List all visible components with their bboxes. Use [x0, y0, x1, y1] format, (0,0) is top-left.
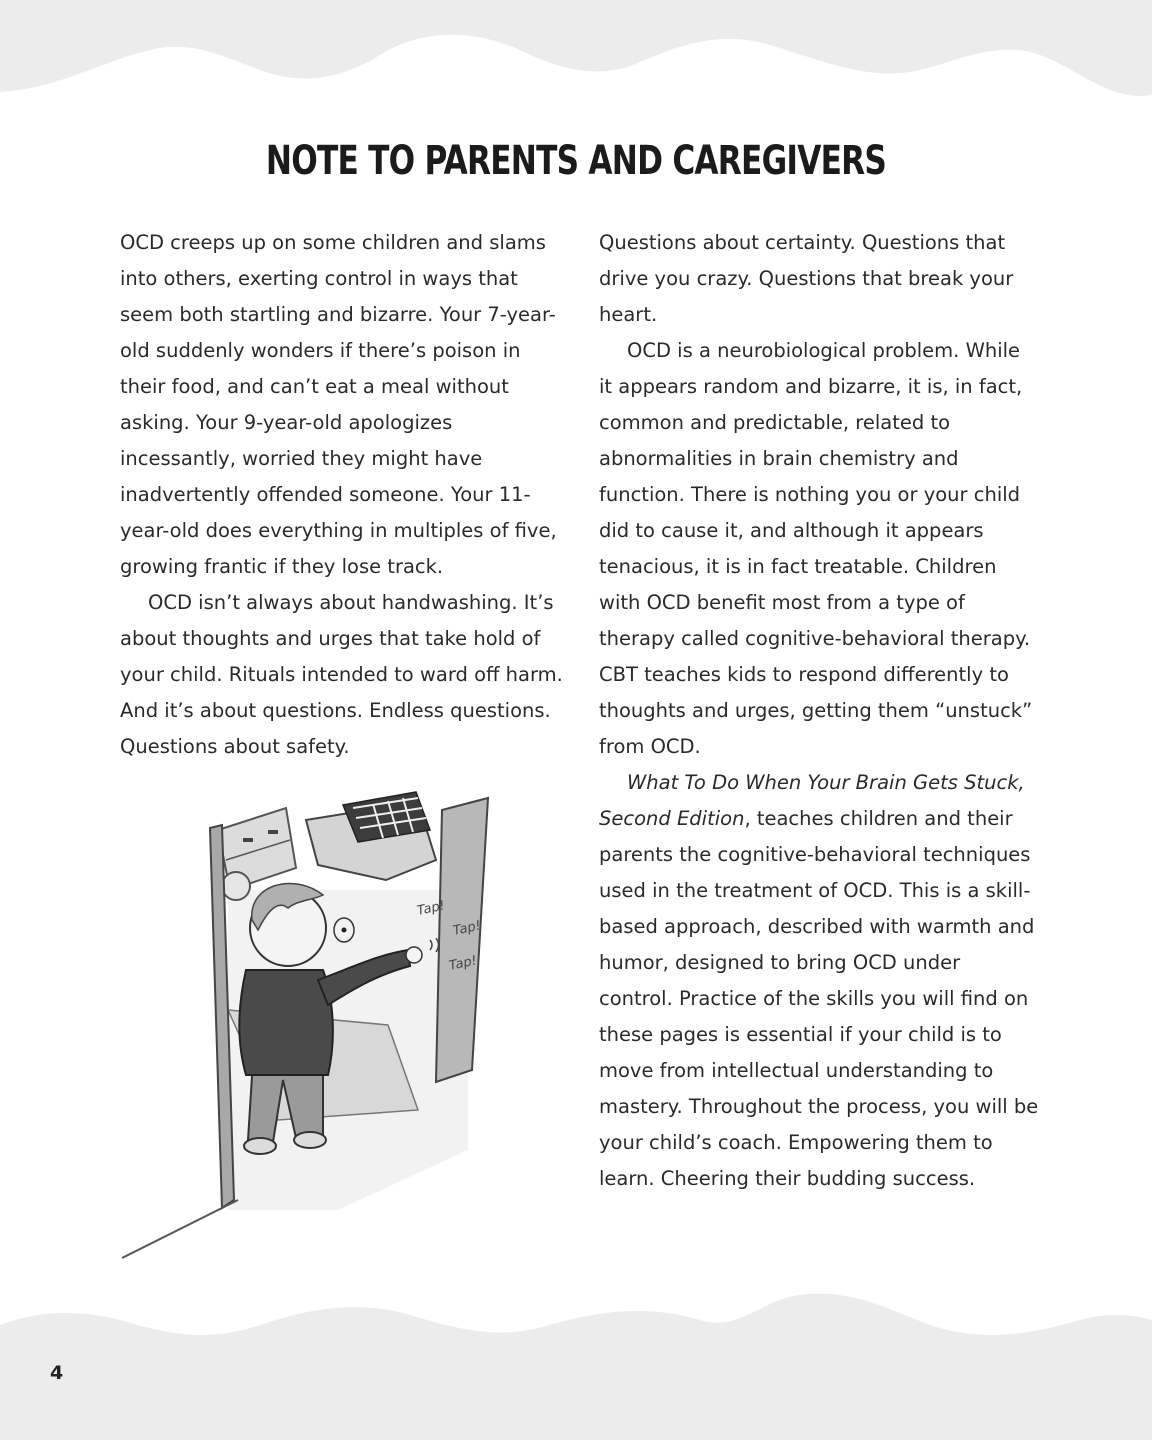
left-text-column: [120, 225, 565, 765]
paragraph: OCD is a neurobiological problem. While it appears random and bizarre, it is, in fact, common and predictable, related to abnormalities in brain chemistry and function. There is nothing you or your child did to cause it, and although it appears tenacious, it is in fact treatable. Children with OCD benefit most from a type of therapy called cognitive-behavioral therapy. CBT teaches kids to respond differently to thoughts and urges, getting them “unstuck” from OCD.: [599, 339, 1033, 758]
tap-text: Tap!: [415, 898, 447, 919]
page-title: NOTE TO PARENTS AND CAREGIVERS: [265, 138, 887, 184]
child-tapping-door-illustration: [118, 790, 498, 1265]
paragraph: [599, 765, 1039, 1197]
page-number: 4: [50, 1362, 64, 1384]
paragraph: Questions about certainty. Questions that drive you crazy. Questions that break your heart.: [599, 231, 1014, 326]
tap-text: Tap!: [447, 953, 479, 974]
book-title: What To Do When Your Brain Gets Stuck, Second Edition: [599, 771, 1025, 830]
door-frame-right: [436, 798, 488, 1082]
paragraph: OCD creeps up on some children and slams into others, exerting control in ways that seem both startling and bizarre. Your 7-year-old suddenly wonders if there’s poison in their food, and can’t eat a meal without asking. Your 9-year-old apologizes incessantly, worried they might have inadvertently offended someone. Your 11-year-old does everything in multiples of five, growing frantic if they lose track.: [120, 231, 557, 578]
ball: [222, 872, 250, 900]
tap-text: Tap!: [451, 918, 483, 939]
paragraph-text: , teaches children and their parents the cognitive-behavioral techniques used in the treatment of OCD. This is a skill-based approach, described with warmth and humor, designed to bring OCD under control. Practice of the skills you will find on these pages is essential if your child is to move from intellectual understanding to mastery. Throughout the process, you will be your child’s coach. Empowering them to learn. Cheering their budding success.: [599, 807, 1039, 1190]
couch: [306, 792, 436, 880]
top-wave-decoration: [0, 0, 1152, 110]
paragraph: OCD isn’t always about handwashing. It’s about thoughts and urges that take hold of your child. Rituals intended to ward off harm. And it’s about questions. Endless questions. Questions about safety.: [120, 591, 563, 758]
bottom-wave-decoration: [0, 1280, 1152, 1440]
right-text-column: [599, 225, 1039, 1197]
